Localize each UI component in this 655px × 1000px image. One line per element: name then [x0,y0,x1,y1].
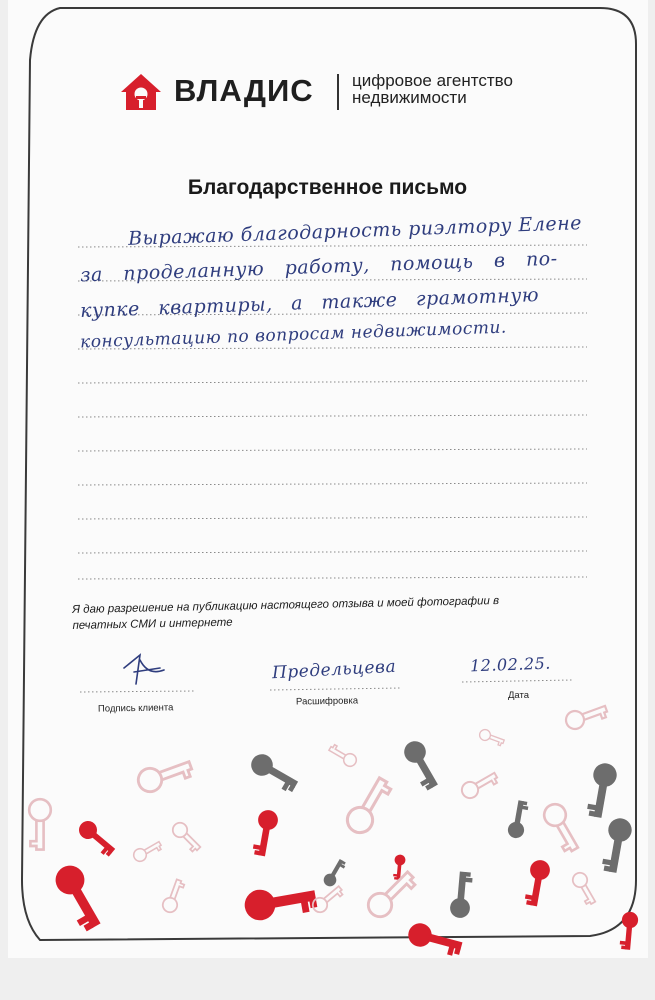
key-outline-icon [161,878,186,914]
key-outline-icon [327,743,359,769]
key-outline-icon [570,870,599,906]
decoding-value: Предельцева [271,656,397,684]
key-outline-icon [29,799,51,849]
logo-name: ВЛАДИС [174,73,314,108]
handwritten-line: купке квартиры, а также грамотную [79,283,540,323]
date-caption: Дата [508,690,530,701]
key-icon [601,816,634,874]
handwritten-line: за проделанную работу, помощь в по- [79,247,558,287]
key-outline-icon [135,754,194,795]
key-icon [247,750,301,794]
key-icon [449,871,473,919]
key-icon [619,911,638,950]
key-outline-icon [540,800,584,854]
key-icon [75,817,119,858]
client-signature-caption: Подпись клиента [97,702,174,715]
key-icon [400,737,444,791]
key-icon [50,860,109,933]
logo-subtitle-line1: цифровое агентство [352,71,513,90]
key-icon [252,809,280,858]
key-outline-icon [478,728,505,747]
key-outline-icon [459,768,500,801]
key-icon [586,761,619,819]
key-icon [524,859,552,908]
letter-title: Благодарственное письмо [187,176,468,199]
key-outline-icon [170,820,204,854]
key-icon [406,921,465,958]
key-outline-icon [563,700,609,731]
date-value: 12.02.25. [469,653,552,676]
handwritten-line: консультацию по вопросам недвижимости. [79,317,508,353]
key-outline-icon [343,774,394,838]
logo-subtitle-line2: недвижимости [352,88,467,107]
key-outline-icon [131,838,163,864]
key-outline-icon [363,866,418,921]
key-icon [507,799,530,839]
key-outline-icon [310,883,345,916]
decoding-caption: Расшифровка [295,695,359,708]
key-icon [321,857,347,889]
handwritten-line: Выражаю благодарность риэлтору Елене [127,212,583,250]
key-icon [242,880,318,923]
publication-consent: Я даю разрешение на публикацию настоящего отзыва и моей фотографии в печатных СМИ и интернете [72,595,500,632]
